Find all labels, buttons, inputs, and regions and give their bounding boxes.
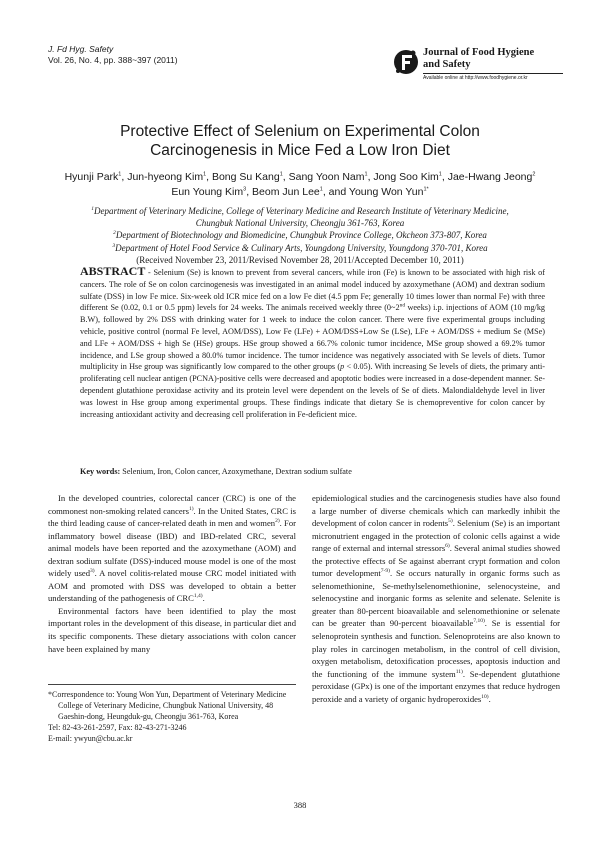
affiliation-2: [40, 229, 560, 241]
journal-name-line2: and Safety: [423, 59, 471, 70]
author-name-text: Jun-hyeong Kim: [127, 171, 204, 183]
citation-ref: 7,10): [473, 618, 485, 625]
citation-ref: 1): [188, 505, 194, 512]
author-name: [252, 186, 323, 198]
affiliation-1-marker: 1: [91, 206, 94, 212]
author-affil-marker: 1: [438, 171, 442, 178]
author-affil-marker: 1: [364, 171, 368, 178]
author-name: [171, 186, 246, 198]
author-affil-marker: 1*: [423, 186, 429, 193]
author-name-text: Beom Jun Lee: [252, 186, 320, 198]
text-run: In the developed countries, colorectal cancer (CRC) is one of the commonest non-smoking related cancers: [48, 493, 296, 516]
journal-logo-icon: [393, 47, 419, 77]
abstract-text-3: < 0.05). With increasing Se levels of diets, the primary anti-proliferating cell nuclear antigen (PCNA)-positive cells were decreased and apoptotic bodies were increased in a dose-dependent manner. Se-dependent glutathione peroxidase activity and its protein level were dependent on the levels of Se of diets. Malondialdehyde level in liver was lowest in Hse group among experimental groups. These findings indicate that dietary Se is chemopreventive for colon cancer by increasing antioxidant activity and decreasing cell proliferation in Fe-deficient mice.: [80, 362, 545, 419]
journal-abbrev: J. Fd Hyg. Safety: [48, 44, 114, 54]
correspondence-footnote: [48, 689, 296, 744]
affiliation-3-text: Department of Hotel Food Service & Culinary Arts, Youngdong University, Youngdong 370-701, Korea: [115, 242, 488, 253]
title-line1: Protective Effect of Selenium on Experimental Colon: [120, 123, 480, 140]
author-affil-marker: 1: [118, 171, 122, 178]
author-name: [289, 171, 368, 183]
citation-ref: 1,4): [193, 593, 203, 600]
citation-ref: 2): [275, 518, 280, 525]
author-affil-marker: 1: [203, 171, 207, 178]
author-name-text: Bong Su Kang: [211, 171, 280, 183]
author-affil-marker: 2: [532, 171, 536, 178]
abstract-sup: nd: [399, 302, 406, 309]
authors-line1: Hyunji Park$^1$, Jun-hyeong Kim$^1$, Bong Su Kang$^1$, Sang Yoon Nam$^1$, Jong Soo Kim$^1$, Jae-Hwang Jeong$^2$: [64, 171, 536, 183]
affiliation-3: [40, 242, 560, 254]
citation-ref: 6): [445, 543, 450, 550]
affiliation-1: [40, 205, 560, 217]
citation-ref: 10): [481, 693, 489, 700]
affiliation-2-text: Department of Biotechnology and Biomedicine, Chungbuk Province College, Okcheon 373-807, Korea: [115, 230, 487, 241]
author-affil-marker: 1: [319, 186, 323, 193]
intro-paragraph-continued: [312, 492, 560, 705]
text-run: . Se occurs naturally in organic forms such as selenomethionine, Se-methylselenomethionine, selenocysteine, and selenocystine and inorganic forms as selenite and selenate. Selenite is greater than 80-percent bioavailable and selenomethionine or selenate can be greater than 90-percent bioavailable: [312, 568, 560, 629]
author-name-text: Sang Yoon Nam: [288, 171, 365, 183]
paper-title: [0, 122, 600, 160]
text-run: . For inflammatory bowel disease (IBD) and IBD-related CRC, several animal models have been reported and the azoxymethane (AOM) and dextran sodium sulfate (DSS)-induced mouse model is one of the most widely used: [48, 518, 296, 579]
affiliation-2-marker: 2: [113, 230, 116, 237]
affiliation-1-line1: Department of Veterinary Medicine, College of Veterinary Medicine and Research Institute of Veterinary Medicine,: [93, 206, 509, 216]
citation-ref: 7-9): [380, 568, 390, 575]
text-run: . A novel colitis-related mouse CRC model initiated with AOM and promoted with DSS was developed to obtain a better understanding of the pathogenesis of CRC: [48, 568, 296, 604]
volume-info: Vol. 26, No. 4, pp. 388~397 (2011): [48, 55, 178, 65]
journal-citation-header: [48, 44, 178, 66]
author-affil-marker: 3: [243, 186, 247, 193]
author-name-text: Eun Young Kim: [171, 186, 244, 198]
author-name: [127, 171, 206, 183]
text-run: .: [202, 593, 205, 604]
text-run: . In the United States, CRC is the third leading cause of cancer-related death in men and women: [48, 505, 296, 529]
correspondence-author: *Correspondence to: Young Won Yun, Department of Veterinary Medicine College of Veterinary Medicine, Chungbuk National University, 48 Gaeshin-dong, Heungduk-gu, Cheongju 361-763, Korea: [48, 690, 287, 721]
abstract-text-2: weeks) i.p. injections of AOM (10 mg/kg B.W), followed by 2% DSS with drinking water for 1 week to induce the colon cancer. There were five experimental groups including vehicle, positive control (normal Fe level, AOM/DSS), Low Fe (LFe) + AOM/DSS+Low Se (LSe), LFe + AOM/DSS + medium Se (MSe) and LFe + AOM/DSS + high Se (HSe) groups. HSe group showed a 66.7% colonic tumor incidence, MSe group showed a 69.2% tumor incidence, and LSe group showed a 80.0% tumor incidence. The tumor incidence was negatively associated with Se levels of diets. Tumor multiplicity in Hse group was significantly low compared to the other groups (: [80, 303, 546, 372]
text-run: . Several animal studies showed the protective effects of Se against aberrant crypt formation and colon tumor development: [312, 543, 560, 579]
journal-divider: [423, 73, 563, 74]
author-name-text: and Young Won Yun: [328, 186, 424, 198]
footnote-divider: [48, 684, 296, 685]
author-name-text: Jae-Hwang Jeong: [447, 171, 533, 183]
keywords: [80, 466, 545, 477]
journal-name-line1: Journal of Food Hygiene: [423, 47, 535, 58]
keywords-label: Key words:: [80, 467, 121, 476]
abstract-p-value: p: [340, 362, 345, 372]
author-list: [40, 170, 560, 200]
received-dates: (Received November 23, 2011/Revised November 28, 2011/Accepted December 10, 2011): [136, 254, 464, 265]
journal-url[interactable]: Available online at http://www.foodhygiene.or.kr: [423, 75, 528, 81]
abstract: [80, 266, 545, 420]
text-run: . Se is essential for selenoprotein synthesis and function. Selenoproteins are also known to play roles in carcinogen metabolism, in the control of cell division, oxygen metabolism, detoxification processes, apoptosis induction and the functioning of the immune system: [312, 618, 560, 679]
page-number: 388: [293, 800, 307, 810]
author-name-text: Jong Soo Kim: [373, 171, 439, 183]
author-name: [212, 171, 283, 183]
intro-paragraph-2: Environmental factors have been identified to play the most important roles in the development of this disease, in particular diet and its specific components. These dietary associations with colon cancer have been explained by many: [48, 605, 296, 654]
text-run: . Selenium (Se) is an important micronutrient engaged in the protection of colonic cells against a wide range of external and internal stressors: [312, 518, 560, 554]
intro-paragraph-1: [48, 492, 296, 605]
abstract-dash: -: [145, 268, 154, 277]
correspondence-phone: Tel: 82-43-261-2597, Fax: 82-43-271-3246: [48, 723, 187, 732]
author-affil-marker: 1: [279, 171, 283, 178]
authors-line2: Eun Young Kim$^3$, Beom Jun Lee$^1$, and Young Won Yun$^{1*}$: [171, 186, 429, 198]
citation-ref: 11): [455, 668, 463, 675]
citation-ref: 3): [90, 568, 95, 575]
text-run: . Se-dependent glutathione peroxidase (GPx) is one of the important enzymes that reduce hydrogen peroxide and a variety of organic hydroperoxides: [312, 668, 560, 704]
correspondence-email[interactable]: E-mail: ywyun@cbu.ac.kr: [48, 734, 133, 743]
abstract-text-1: Selenium (Se) is known to prevent from several cancers, while iron (Fe) is known to be associated with high risk of cancers. The role of Se on colon carcinogenesis was investigated in an animal model induced by azoxymethane (AOM) and dextran sodium sulfate (DSS) in low Fe mice. Six-week old ICR mice fed on a low Fe diet (4.5 ppm Fe; generally 10 times lower than normal Fe) with three different Se (0.02, 0.1 or 0.5 ppm) levels for 24 weeks. The animals received weekly three (0~2: [80, 268, 545, 313]
author-name-text: Hyunji Park: [64, 171, 119, 183]
affiliation-3-marker: 3: [112, 242, 116, 249]
keywords-text: Selenium, Iron, Colon cancer, Azoxymethane, Dextran sodium sulfate: [120, 467, 352, 476]
author-name: [373, 171, 441, 183]
abstract-heading: ABSTRACT: [80, 264, 146, 278]
affiliation-1-cont: Chungbuk National University, Cheongju 361-763, Korea: [195, 218, 405, 229]
journal-name: [423, 47, 563, 71]
body-left-column: [48, 492, 296, 655]
text-run: .: [488, 693, 491, 704]
body-right-column: [312, 492, 560, 705]
citation-ref: 5): [448, 518, 453, 525]
affiliations: [40, 205, 560, 266]
title-line2: Carcinogenesis in Mice Fed a Low Iron Diet: [150, 142, 450, 159]
author-name: [329, 186, 429, 198]
text-run: epidemiological studies and the carcinogenesis studies have also found a large number of diverse chemicals which can markedly inhibit the development of colon cancer in rodents: [312, 493, 560, 529]
author-name: [65, 171, 122, 183]
author-name: [448, 171, 536, 183]
